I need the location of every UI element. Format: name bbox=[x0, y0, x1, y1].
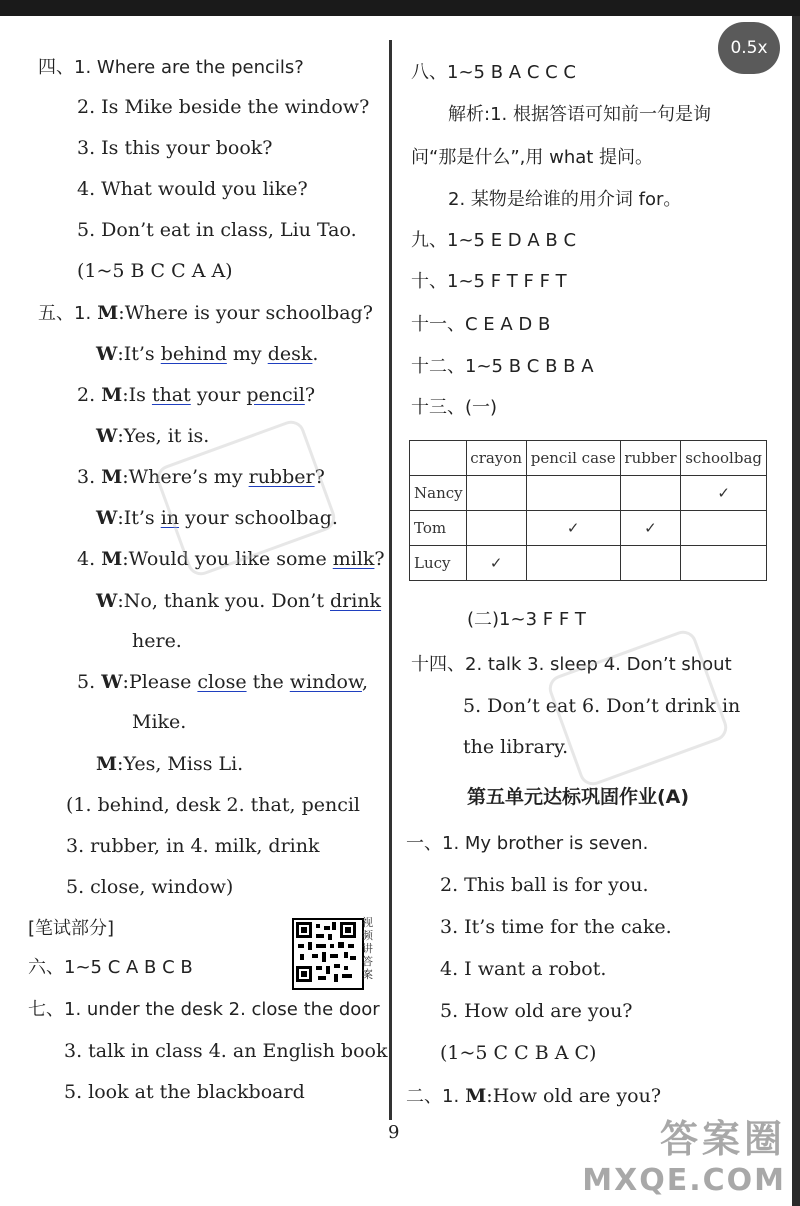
s5-line-4: W:Yes, it is. bbox=[96, 425, 210, 447]
table-cell: ✓ bbox=[466, 546, 526, 581]
s12-answers: 十二、1~5 B C B B A bbox=[411, 356, 594, 377]
table-row-name: Tom bbox=[410, 511, 467, 546]
s7-line-3: 5. look at the blackboard bbox=[64, 1081, 305, 1103]
s7-line-1: 七、1. under the desk 2. close the door bbox=[28, 999, 380, 1020]
s4-q1: 四、1. Where are the pencils? bbox=[38, 57, 304, 78]
table-cell bbox=[466, 476, 526, 511]
s9-answers: 九、1~5 E D A B C bbox=[411, 230, 577, 251]
table-cell bbox=[681, 546, 767, 581]
table-header-cell: crayon bbox=[466, 441, 526, 476]
qr-code-label: 视频讲答案 bbox=[362, 916, 373, 981]
s13-label: 十三、(一) bbox=[411, 397, 498, 418]
s4-q5: 5. Don’t eat in class, Liu Tao. bbox=[77, 219, 357, 241]
table-row-name: Nancy bbox=[410, 476, 467, 511]
s5-line-5: 3. M:Where’s my rubber? bbox=[77, 466, 325, 488]
table-cell bbox=[526, 476, 620, 511]
s5-line-8: W:No, thank you. Don’t drink bbox=[96, 590, 382, 612]
s8-note-3: 2. 某物是给谁的用介词 for。 bbox=[448, 189, 682, 210]
s5-line-9: here. bbox=[132, 630, 182, 652]
s10-answers: 十、1~5 F T F F T bbox=[411, 271, 567, 292]
s6-answers: 六、1~5 C A B C B bbox=[28, 957, 193, 978]
table-corner-cell bbox=[410, 441, 467, 476]
table-row-name: Lucy bbox=[410, 546, 467, 581]
table-cell bbox=[466, 511, 526, 546]
table-header-cell: rubber bbox=[620, 441, 681, 476]
u1-line-2: 2. This ball is for you. bbox=[440, 874, 649, 896]
s5-line-1: 五、1. M:Where is your schoolbag? bbox=[38, 302, 373, 324]
table-header-row bbox=[410, 441, 767, 476]
s8-note-2: 问“那是什么”,用 what 提问。 bbox=[411, 147, 654, 168]
top-edge bbox=[0, 0, 800, 16]
table-row bbox=[410, 511, 767, 546]
qr-code-pattern-icon bbox=[294, 920, 358, 984]
u1-line-3: 3. It’s time for the cake. bbox=[440, 916, 672, 938]
u1-line-5: 5. How old are you? bbox=[440, 1000, 633, 1022]
unit-title: 第五单元达标巩固作业(A) bbox=[467, 786, 690, 808]
qr-code[interactable] bbox=[292, 918, 364, 990]
watermark-en: MXQE.COM bbox=[582, 1163, 786, 1198]
s5-line-11: Mike. bbox=[132, 711, 187, 733]
table-cell: ✓ bbox=[526, 511, 620, 546]
s13-part2-answers: (二)1~3 F F T bbox=[467, 609, 586, 630]
s8-answers: 八、1~5 B A C C C bbox=[411, 62, 576, 83]
s14-line-2: 5. Don’t eat 6. Don’t drink in bbox=[463, 695, 741, 717]
u1-line-1: 一、1. My brother is seven. bbox=[406, 833, 649, 854]
table-cell: ✓ bbox=[681, 476, 767, 511]
u1-answers: (1~5 C C B A C) bbox=[440, 1042, 597, 1064]
table-cell: ✓ bbox=[620, 511, 681, 546]
s4-q2: 2. Is Mike beside the window? bbox=[77, 96, 370, 118]
right-edge bbox=[792, 16, 800, 1206]
s4-q3: 3. Is this your book? bbox=[77, 137, 273, 159]
s5-line-3: 2. M:Is that your pencil? bbox=[77, 384, 315, 406]
table-row bbox=[410, 476, 767, 511]
table-header-cell: schoolbag bbox=[681, 441, 767, 476]
s5-answers-1: (1. behind, desk 2. that, pencil bbox=[66, 794, 361, 816]
s14-line-1: 十四、2. talk 3. sleep 4. Don’t shout bbox=[411, 654, 732, 675]
page-number: 9 bbox=[388, 1122, 400, 1143]
site-watermark bbox=[582, 1108, 786, 1198]
s5-answers-3: 5. close, window) bbox=[66, 876, 234, 898]
s5-line-2: W:It’s behind my desk. bbox=[96, 343, 319, 365]
s5-answers-2: 3. rubber, in 4. milk, drink bbox=[66, 835, 320, 857]
s8-note-1: 解析:1. 根据答语可知前一句是询 bbox=[448, 104, 711, 125]
table-cell bbox=[681, 511, 767, 546]
table-cell bbox=[620, 546, 681, 581]
s4-q4: 4. What would you like? bbox=[77, 178, 308, 200]
s11-answers: 十一、C E A D B bbox=[411, 314, 551, 335]
s5-line-12: M:Yes, Miss Li. bbox=[96, 753, 244, 775]
s7-line-2: 3. talk in class 4. an English book bbox=[64, 1040, 388, 1062]
s5-line-7: 4. M:Would you like some milk? bbox=[77, 548, 385, 570]
watermark-cn: 答案圈 bbox=[659, 1117, 786, 1161]
written-section-label: [笔试部分] bbox=[28, 918, 115, 939]
playback-speed-button[interactable]: 0.5x bbox=[718, 22, 780, 74]
table-row bbox=[410, 546, 767, 581]
table-cell bbox=[620, 476, 681, 511]
u2-line-1: 二、1. M:How old are you? bbox=[406, 1085, 662, 1107]
s5-line-10: 5. W:Please close the window, bbox=[77, 671, 368, 693]
answer-table bbox=[409, 440, 767, 581]
s5-line-6: W:It’s in your schoolbag. bbox=[96, 507, 338, 529]
s14-line-3: the library. bbox=[463, 736, 569, 758]
column-divider bbox=[389, 40, 392, 1120]
s4-answers: (1~5 B C C A A) bbox=[77, 260, 233, 282]
table-header-cell: pencil case bbox=[526, 441, 620, 476]
table-cell bbox=[526, 546, 620, 581]
u1-line-4: 4. I want a robot. bbox=[440, 958, 607, 980]
